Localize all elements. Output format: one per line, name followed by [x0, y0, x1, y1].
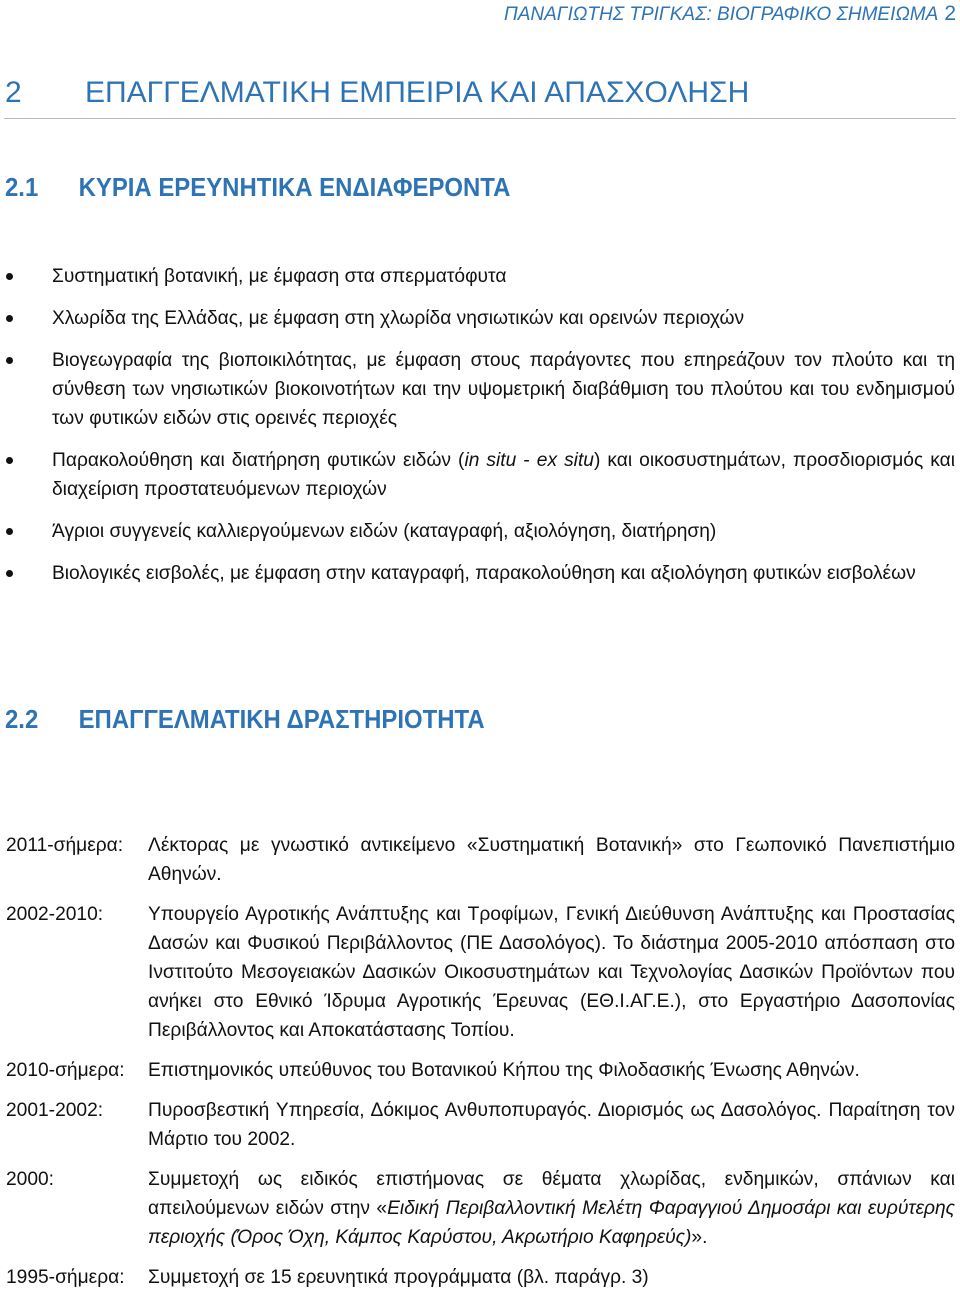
activity-text: Συμμετοχή σε 15 ερευνητικά προγράμματα (βλ. παράγρ. 3) — [148, 1267, 649, 1288]
page-number: 2 — [944, 2, 956, 25]
subsection-title: ΚΥΡΙΑ ΕΡΕΥΝΗΤΙΚΑ ΕΝΔΙΑΦΕΡΟΝΤΑ — [78, 172, 511, 202]
bullet-icon — [6, 457, 13, 464]
running-title: ΠΑΝΑΓΙΩΤΗΣ ΤΡΙΓΚΑΣ: ΒΙΟΓΡΑΦΙΚΟ ΣΗΜΕΙΩΜΑ — [503, 4, 939, 25]
list-item: Βιογεωγραφία της βιοποικιλότητας, με έμφαση στους παράγοντες που επηρεάζουν τον πλούτο και τη σύνθεση των νησιωτικών βιοκοινοτήτων και την υψομετρική διαβάθμιση του πλούτου και του ενδημισμού των φυτικών ειδών στις ορεινές περιοχές — [0, 346, 955, 433]
list-item: Βιολογικές εισβολές, με έμφαση στην καταγραφή, παρακολούθηση και αξιολόγηση φυτικών εισβολέων — [0, 559, 955, 588]
activity-row — [0, 1056, 955, 1085]
bullet-icon — [6, 570, 13, 577]
activity-date: 2002-2010: — [6, 904, 104, 925]
activity-text: Συμμετοχή ως ειδικός επιστήμονας σε θέματα χλωρίδας, ενδημικών, σπάνιων και απειλούμενων ειδών στην «Ειδική Περιβαλλοντική Μελέτη Φαραγγιού Δημοσάρι και ευρύτερης περιοχής (Όρος Όχη, Κάμπος Καρύστου, Ακρωτήριο Καφηρεύς)». — [148, 1169, 955, 1248]
subsection-title: ΕΠΑΓΓΕΛΜΑΤΙΚΗ ΔΡΑΣΤΗΡΙΟΤΗΤΑ — [78, 704, 485, 734]
activity-date: 2010-σήμερα: — [6, 1060, 125, 1081]
running-header — [504, 2, 956, 26]
subsection-number: 2.1 — [5, 172, 39, 202]
interests-list — [0, 262, 955, 588]
heading-rule — [4, 118, 956, 119]
list-item: Παρακολούθηση και διατήρηση φυτικών ειδών (in situ - ex situ) και οικοσυστημάτων, προσδιορισμός και διαχείριση προστατευόμενων περιοχών — [0, 446, 955, 504]
section-title: ΕΠΑΓΓΕΛΜΑΤΙΚΗ ΕΜΠΕΙΡΙΑ ΚΑΙ ΑΠΑΣΧΟΛΗΣΗ — [85, 76, 750, 109]
list-item: Χλωρίδα της Ελλάδας, με έμφαση στη χλωρίδα νησιωτικών και ορεινών περιοχών — [0, 304, 955, 333]
activity-date: 2011-σήμερα: — [6, 835, 124, 856]
bullet-icon — [6, 528, 13, 535]
activity-text: Πυροσβεστική Υπηρεσία, Δόκιμος Ανθυποπυραγός. Διορισμός ως Δασολόγος. Παραίτηση τον Μάρτιο του 2002. — [148, 1100, 955, 1150]
activity-text: Επιστημονικός υπεύθυνος του Βοτανικού Κήπου της Φιλοδασικής Ένωσης Αθηνών. — [148, 1060, 860, 1081]
subsection-number: 2.2 — [5, 704, 39, 734]
bullet-icon — [6, 357, 13, 364]
activity-list — [0, 831, 955, 1292]
activity-row — [0, 831, 955, 889]
activity-row — [0, 1096, 955, 1154]
subsection-heading-interests — [5, 172, 510, 203]
activity-date: 1995-σήμερα: — [6, 1267, 125, 1288]
bullet-icon — [6, 315, 13, 322]
activity-row — [0, 1165, 955, 1252]
activity-date: 2000: — [6, 1169, 55, 1190]
activity-row — [0, 1263, 955, 1292]
activity-text: Υπουργείο Αγροτικής Ανάπτυξης και Τροφίμων, Γενική Διεύθυνση Ανάπτυξης και Προστασίας Δασών και Φυσικού Περιβάλλοντος (ΠΕ Δασολόγος). Το διάστημα 2005-2010 απόσπαση στο Ινστιτούτο Μεσογειακών Δασικών Οικοσυστημάτων και Τεχνολογίας Δασικών Προϊόντων που ανήκει στο Εθνικό Ίδρυμα Αγροτικής Έρευνας (ΕΘ.Ι.ΑΓ.Ε.), στο Εργαστήριο Δασοπονίας Περιβάλλοντος και Αποκατάστασης Τοπίου. — [148, 904, 955, 1041]
activity-row — [0, 900, 955, 1045]
section-heading — [5, 76, 749, 110]
list-item: Άγριοι συγγενείς καλλιεργούμενων ειδών (καταγραφή, αξιολόγηση, διατήρηση) — [0, 517, 955, 546]
subsection-heading-activity — [5, 704, 485, 735]
section-number: 2 — [5, 76, 22, 109]
activity-text: Λέκτορας με γνωστικό αντικείμενο «Συστηματική Βοτανική» στο Γεωπονικό Πανεπιστήμιο Αθηνών. — [148, 835, 955, 885]
activity-date: 2001-2002: — [6, 1100, 104, 1121]
bullet-icon — [6, 273, 13, 280]
list-item: Συστηματική βοτανική, με έμφαση στα σπερματόφυτα — [0, 262, 955, 291]
